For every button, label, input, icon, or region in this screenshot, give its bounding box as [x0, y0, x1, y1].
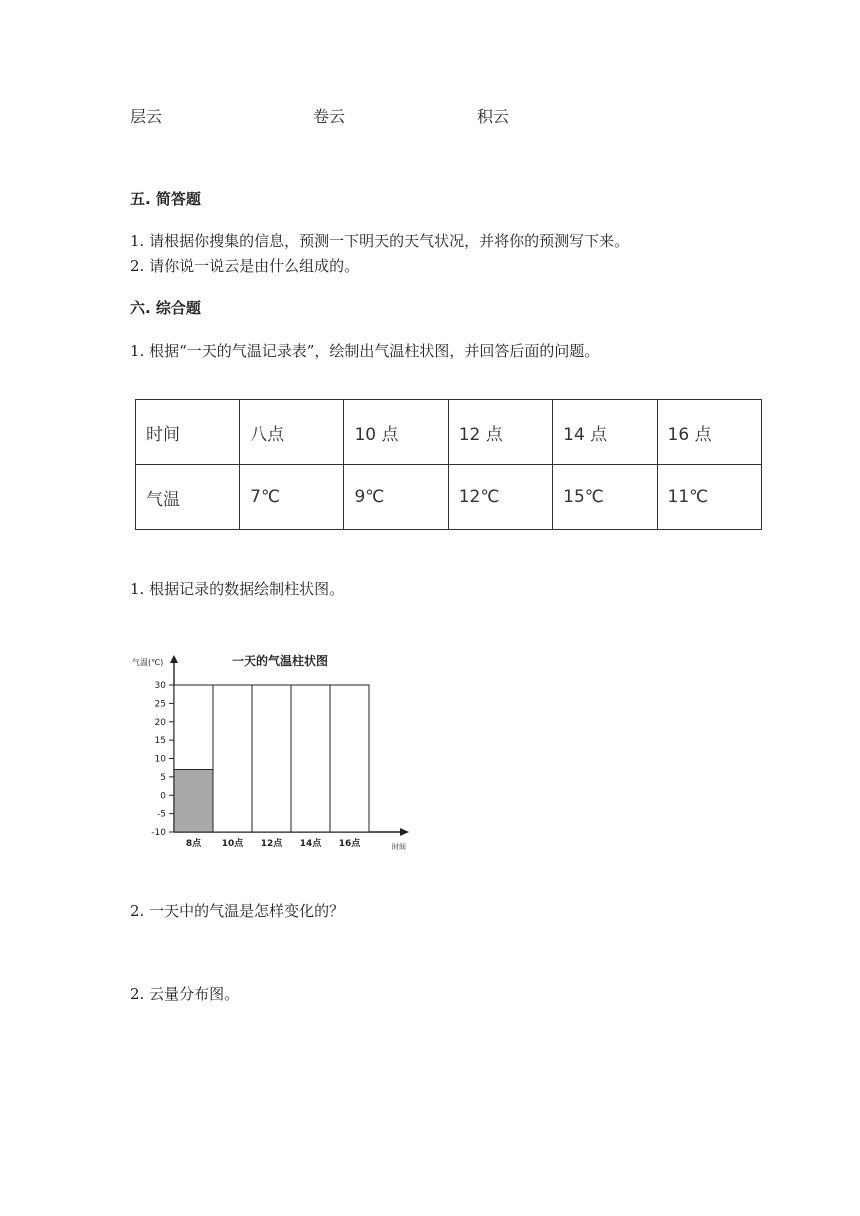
table-cell: 气温 [136, 465, 240, 530]
category-box [252, 685, 291, 832]
y-tick-label: -10 [151, 828, 166, 838]
section-5-title: 五. 简答题 [130, 190, 201, 208]
table-cell: 15℃ [553, 465, 657, 530]
section-6-question-2: 2. 云量分布图。 [130, 985, 240, 1003]
section-6-title: 六. 综合题 [130, 299, 201, 317]
y-axis-label: 气温(℃) [132, 658, 164, 667]
category-box [330, 685, 369, 832]
chart-canvas [130, 645, 420, 864]
data-bar [174, 770, 213, 832]
cloud-type-cirrus: 卷云 [313, 107, 346, 126]
category-box [213, 685, 252, 832]
table-cell: 11℃ [657, 465, 761, 530]
y-tick-label: 20 [154, 717, 166, 728]
sub-question-1: 1. 根据记录的数据绘制柱状图。 [130, 580, 345, 598]
temperature-bar-chart [130, 645, 420, 860]
x-tick-label: 8点 [185, 839, 202, 849]
table-cell: 10 点 [344, 400, 448, 465]
table-cell: 7℃ [240, 465, 344, 530]
table-cell: 9℃ [344, 465, 448, 530]
table-cell: 14 点 [553, 400, 657, 465]
y-tick-label: 25 [154, 699, 166, 710]
section-6-question-1: 1. 根据“一天的气温记录表”，绘制出气温柱状图，并回答后面的问题。 [130, 342, 600, 360]
table-row [136, 465, 762, 530]
section-5-question-1: 1. 请根据你搜集的信息，预测一下明天的天气状况，并将你的预测写下来。 [130, 232, 630, 250]
y-tick-label: 15 [154, 736, 166, 747]
chart-title: 一天的气温柱状图 [231, 654, 329, 668]
y-axis-arrow [170, 655, 178, 663]
x-tick-label: 12点 [260, 839, 283, 849]
y-tick-label: 10 [154, 754, 166, 765]
y-tick-label: 30 [154, 681, 166, 691]
table-row [136, 400, 762, 465]
x-tick-label: 16点 [338, 839, 361, 849]
temperature-record-table [135, 399, 762, 530]
x-axis-label: 时间 [392, 843, 406, 851]
table-cell: 16 点 [657, 400, 761, 465]
section-5-question-2: 2. 请你说一说云是由什么组成的。 [130, 257, 360, 275]
category-box [291, 685, 330, 832]
table-cell: 12℃ [448, 465, 552, 530]
x-tick-label: 10点 [221, 839, 244, 849]
cloud-type-cumulus: 积云 [477, 107, 510, 126]
table-cell: 12 点 [448, 400, 552, 465]
chart-svg [130, 645, 420, 860]
sub-question-2: 2. 一天中的气温是怎样变化的？ [130, 902, 345, 920]
cloud-type-stratus: 层云 [130, 107, 163, 126]
y-tick-label: 5 [160, 772, 166, 783]
y-tick-label: 0 [160, 791, 166, 802]
y-tick-label: -5 [157, 809, 166, 820]
table-cell: 时间 [136, 400, 240, 465]
x-axis-arrow [400, 828, 409, 836]
x-tick-label: 14点 [299, 839, 322, 849]
table-cell: 八点 [240, 400, 344, 465]
